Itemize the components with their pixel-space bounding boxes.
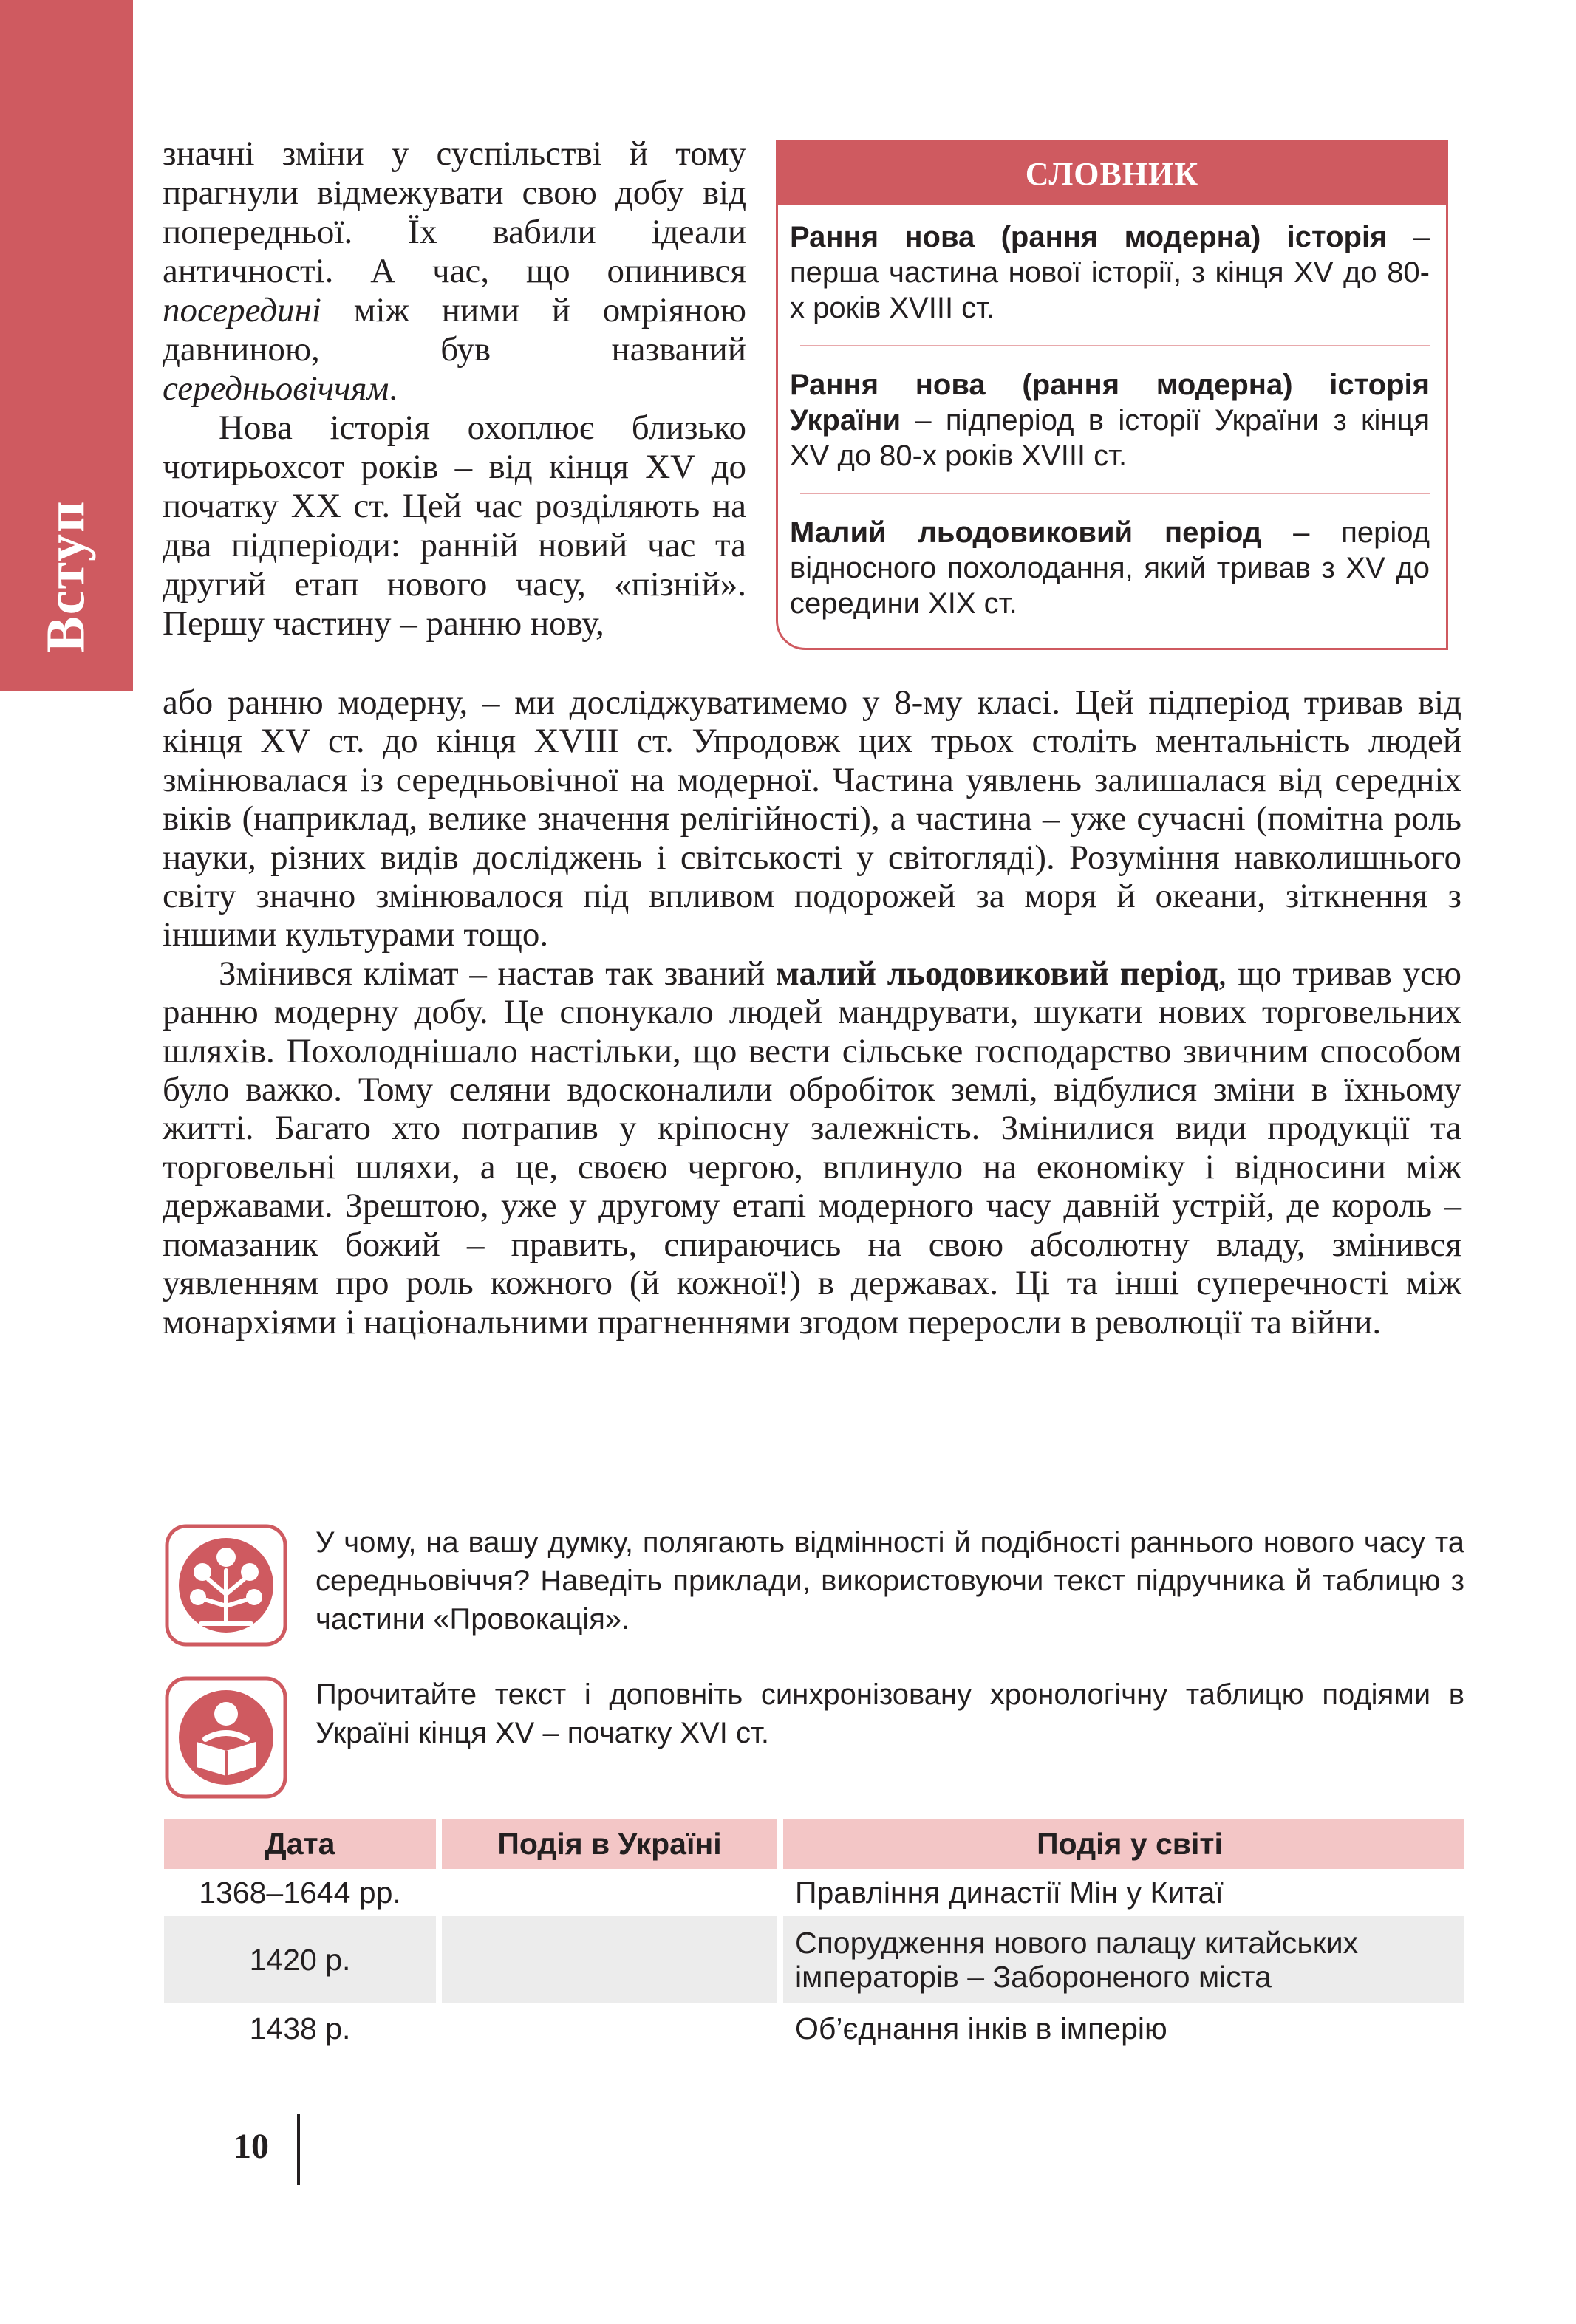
chronology-table [164,1819,1464,2054]
table-row [164,1916,1464,2003]
cell-ukraine-event [442,1916,777,2003]
main-paragraph-1: або ранню модерну, – ми досліджуватимемо у 8-му класі. Цей підперіод тривав від кінця XV ст. до кінця XVIII ст. Упродовж цих трьох століть ментальність людей змінювалася із середньовічної на модерної. Частина уявлень залишалася від середніх віків (наприклад, велике значення релігійності), а частина – уже сучасні (помітна роль науки, різних видів досліджень і світськості у світогляді). Розуміння навколишнього світу значно змінювалося під впливом подорожей за моря й океани, зіткнення з іншими культурами тощо. [163,683,1461,954]
intro-column [163,134,746,643]
column-header-date: Дата [164,1819,436,1869]
tree-of-people-icon [164,1523,288,1647]
table-header-row [164,1819,1464,1869]
intro-paragraph-1: значні зміни у суспільстві й тому прагнули відмежувати свою добу від попередньої. Їх вабили ідеали античності. А час, що опинився посередині між ними й омріяною давниною, був названий середньовіччям. [163,134,746,408]
cell-ukraine-event [442,2003,777,2054]
cell-date: 1438 р. [249,2012,351,2046]
section-title: Вступ [35,499,97,653]
glossary-title: СЛОВНИК [778,143,1446,205]
glossary-divider [800,493,1430,494]
cell-world-event: Спорудження нового палацу китайських імператорів – Забороненого міста [783,1916,1464,2003]
table-row [164,2003,1464,2054]
glossary-box [776,140,1448,650]
cell-ukraine-event [442,1869,777,1916]
reading-person-icon [164,1675,288,1800]
italic-term-middle-ages: середньовіччям [163,369,389,408]
main-text [163,683,1461,1342]
italic-term-middle: посередині [163,291,321,329]
page-number: 10 [233,2127,269,2166]
task-reading [164,1675,1464,1801]
glossary-divider [800,345,1430,346]
bold-term-little-ice-age: малий льодовиковий період [775,954,1218,993]
intro-paragraph-2: Нова історія охоплює близько чотирьохсот років – від кінця XV до початку XX ст. Цей час розділяють на два підперіоди: ранній новий час та другий етап нового часу, «пізній». Першу частину – ранню нову, [163,409,746,643]
section-side-tab [0,0,133,691]
cell-date: 1368–1644 рр. [199,1876,401,1910]
task-text: У чому, на вашу думку, полягають відмінності й подібності раннього нового часу та середньовіччя? Наведіть приклади, використовуючи текст підручника й таблицю з частини «Провокація». [315,1526,1464,1636]
table-row [164,1869,1464,1916]
main-paragraph-2: Змінився клімат – настав так званий малий льодовиковий період, що тривав усю ранню модерну добу. Це спонукало людей мандрувати, шукати нових торговельних шляхів. Похолоднішало настільки, що вести сільське господарство звичним способом було важко. Тому селяни вдосконалили обробіток землі, відбулися зміни в їхньому житті. Багато хто потрапив у кріпосну залежність. Змінилися види продукції та торговельні шляхи, а це, своєю чергою, вплинуло на економіку і відносини між державами. Зрештою, уже у другому етапі модерного часу давній устрій, де король – помазаник божий – править, спираючись на свою абсолютну владу, змінився уявленням про роль кожного (й кожної!) в державах. Ці та інші суперечності між монархіями і національними прагненнями згодом переросли в революції та війни. [163,954,1461,1342]
task-text: Прочитайте текст і доповніть синхронізовану хронологічну таблицю подіями в Україні кінця XV – початку XVI ст. [315,1678,1464,1749]
cell-date: 1420 р. [164,1916,436,2003]
glossary-entry: Рання нова (рання модерна) історія України – підперіод в історії України з кінця XV до 80-х років XVIII ст. [790,369,1430,472]
glossary-entry: Рання нова (рання модерна) історія – перша частина нової історії, з кінця XV до 80-х років XVIII ст. [790,221,1430,324]
task-discussion [164,1523,1464,1649]
glossary-entry: Малий льодовиковий період – період відносного похолодання, який тривав з XV до середини XIX ст. [790,516,1430,620]
page-number-rule [297,2114,300,2185]
column-header-ukraine: Подія в Україні [442,1819,777,1869]
cell-world-event: Об’єднання інків в імперію [795,2012,1167,2046]
column-header-world: Подія у світі [783,1819,1464,1869]
cell-world-event: Правління династії Мін у Китаї [795,1876,1224,1910]
